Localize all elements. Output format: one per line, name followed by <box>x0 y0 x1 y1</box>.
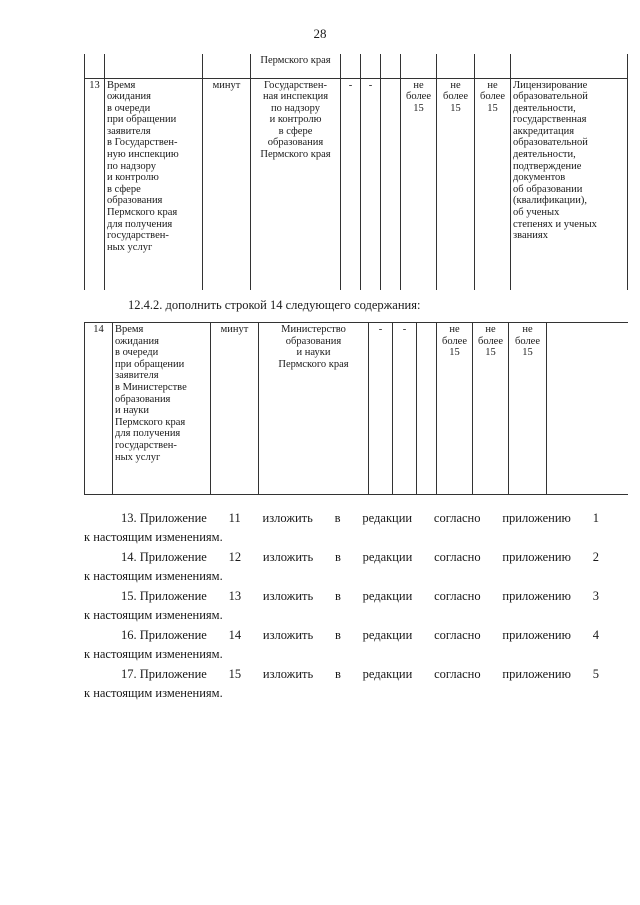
value-cell: - <box>393 323 417 495</box>
empty-cell <box>417 323 437 495</box>
table-row <box>85 323 628 495</box>
organ-cell: Министерство образования и науки Пермского края <box>259 323 369 495</box>
value-cell: не более 15 <box>437 78 475 290</box>
value-cell: - <box>369 323 393 495</box>
amendment-paragraph: 16. Приложение 14 изложить в редакции согласно приложению 4 к настоящим изменениям. <box>84 628 599 661</box>
empty-cell <box>381 78 401 290</box>
indicator-table-new-row <box>84 322 628 495</box>
amendment-paragraph: 17. Приложение 15 изложить в редакции согласно приложению 5 к настоящим изменениям. <box>84 667 599 700</box>
empty-cell <box>547 323 628 495</box>
amendment-paragraph: 15. Приложение 13 изложить в редакции согласно приложению 3 к настоящим изменениям. <box>84 589 599 622</box>
value-cell: не более 15 <box>473 323 509 495</box>
value-cell: - <box>361 78 381 290</box>
organ-cell: Пермского края <box>251 54 341 78</box>
indicator-name: Время ожидания в очереди при обращении заявителя в Министерстве образования и науки Пермского края для получения государствен- ных услуг <box>113 323 211 495</box>
unit-cell: минут <box>211 323 259 495</box>
table-row <box>85 78 628 290</box>
intro-text: 12.4.2. дополнить строкой 14 следующего содержания: <box>128 298 421 312</box>
indicator-table-continued <box>84 54 628 290</box>
value-cell: не более 15 <box>509 323 547 495</box>
value-cell: не более 15 <box>475 78 511 290</box>
amendment-paragraph: 13. Приложение 11 изложить в редакции согласно приложению 1 к настоящим изменениям. <box>84 511 599 544</box>
table-row <box>85 54 628 78</box>
value-cell: не более 15 <box>401 78 437 290</box>
indicator-name: Время ожидания в очереди при обращении заявителя в Государствен- ную инспекцию по надзору и контролю в сфере образования Пермского края для получения государствен- ных услуг <box>105 78 203 290</box>
row-number: 13 <box>85 78 105 290</box>
services-cell: Лицензирование образовательной деятельности, государственная аккредитация образовательной деятельности, подтверждение документов об образовании (квалификации), об ученых степенях и ученых званиях <box>511 78 628 290</box>
unit-cell: минут <box>203 78 251 290</box>
page-number: 28 <box>313 26 327 41</box>
amendment-paragraph: 14. Приложение 12 изложить в редакции согласно приложению 2 к настоящим изменениям. <box>84 550 599 583</box>
organ-cell: Государствен- ная инспекция по надзору и контролю в сфере образования Пермского края <box>251 78 341 290</box>
value-cell: - <box>341 78 361 290</box>
row-number: 14 <box>85 323 113 495</box>
value-cell: не более 15 <box>437 323 473 495</box>
